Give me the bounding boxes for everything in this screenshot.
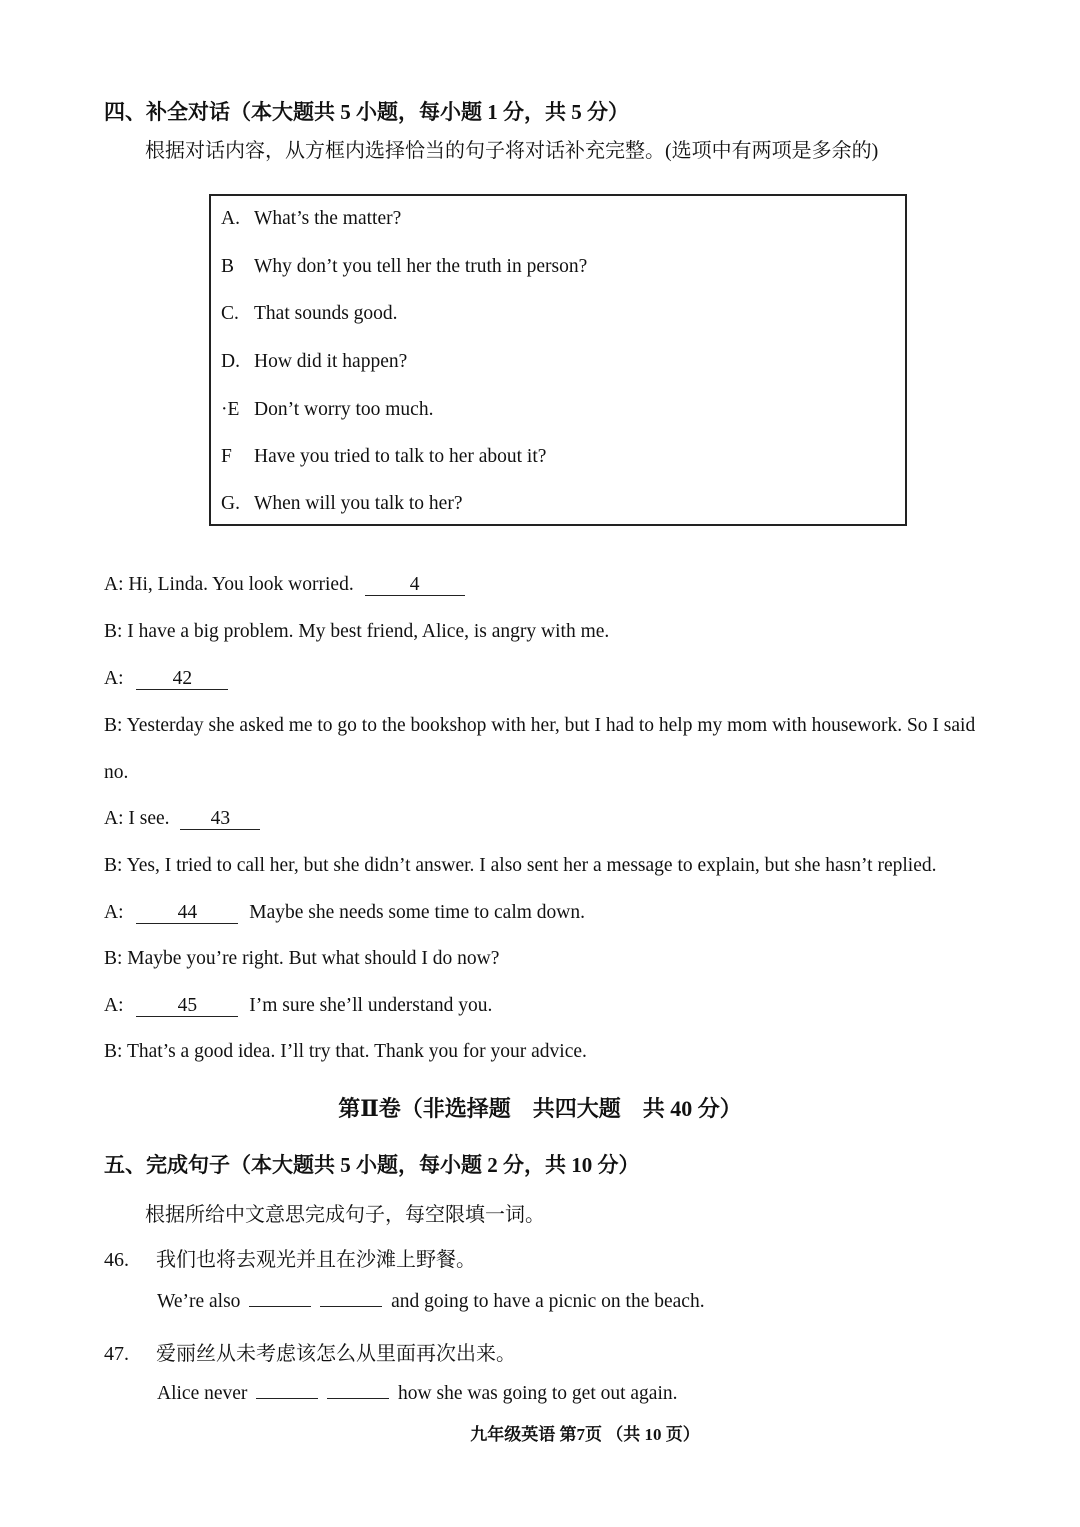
option-e	[221, 399, 433, 421]
sentence-end: how she was going to get out again.	[398, 1383, 678, 1404]
question-46-sentence	[157, 1291, 705, 1313]
question-46	[104, 1243, 476, 1272]
option-letter: C.	[221, 303, 239, 324]
dialogue-text: Maybe she needs some time to calm down.	[249, 902, 586, 923]
dialogue-line-2: B: I have a big problem. My best friend, Alice, is angry with me.	[104, 621, 610, 642]
option-letter: ·E	[221, 399, 240, 420]
dialogue-text: A: Hi, Linda. You look worried.	[104, 574, 354, 595]
option-letter: A.	[221, 208, 240, 229]
answer-blank-41[interactable]: 4	[365, 575, 465, 596]
dialogue-line-4-cont: no.	[104, 762, 129, 783]
answer-blank-46b[interactable]	[320, 1306, 382, 1307]
options-box	[209, 194, 907, 526]
dialogue-line-10: B: That’s a good idea. I’ll try that. Thank you for your advice.	[104, 1041, 587, 1062]
option-text: Have you tried to talk to her about it?	[254, 446, 547, 467]
section-5-heading: 五、完成句子（本大题共 5 小题，每小题 2 分，共 10 分）	[104, 1153, 640, 1177]
option-letter: D.	[221, 351, 240, 372]
section-5-instruction: 根据所给中文意思完成句子，每空限填一词。	[145, 1204, 545, 1226]
option-c	[221, 303, 398, 325]
option-letter: B	[221, 256, 235, 277]
option-text: Why don’t you tell her the truth in person?	[254, 256, 588, 277]
part-2-title: 第Ⅱ卷（非选择题 共四大题 共 40 分）	[338, 1096, 742, 1121]
option-text: What’s the matter?	[254, 208, 402, 229]
answer-blank-42[interactable]: 42	[136, 669, 228, 690]
sentence-start: We’re also	[157, 1291, 241, 1312]
answer-blank-47b[interactable]	[327, 1398, 389, 1399]
dialogue-line-9	[104, 995, 492, 1017]
answer-blank-45[interactable]: 45	[136, 996, 238, 1017]
page-footer: 九年级英语 第7页 （共 10 页）	[470, 1425, 700, 1444]
dialogue-text: A: I see.	[104, 808, 170, 829]
section-4-heading: 四、补全对话（本大题共 5 小题，每小题 1 分，共 5 分）	[104, 100, 629, 124]
question-number: 47.	[104, 1343, 129, 1365]
answer-blank-47a[interactable]	[256, 1398, 318, 1399]
option-letter: F	[221, 446, 232, 467]
dialogue-speaker: A:	[104, 902, 124, 923]
option-text: That sounds good.	[254, 303, 398, 324]
option-text: Don’t worry too much.	[254, 399, 434, 420]
option-text: How did it happen?	[254, 351, 408, 372]
answer-blank-44[interactable]: 44	[136, 903, 238, 924]
option-d	[221, 351, 407, 373]
dialogue-line-1	[104, 574, 465, 596]
question-47	[104, 1337, 516, 1366]
dialogue-line-7	[104, 902, 585, 924]
dialogue-line-6: B: Yes, I tried to call her, but she didn’t answer. I also sent her a message to explain, but she hasn’t replied.	[104, 855, 937, 876]
section-4-instruction: 根据对话内容，从方框内选择恰当的句子将对话补充完整。(选项中有两项是多余的)	[145, 140, 879, 162]
answer-blank-46a[interactable]	[249, 1306, 311, 1307]
option-g	[221, 493, 462, 515]
option-text: When will you talk to her?	[254, 493, 463, 514]
question-47-sentence	[157, 1383, 678, 1405]
sentence-start: Alice never	[157, 1383, 248, 1404]
dialogue-speaker: A:	[104, 995, 124, 1016]
sentence-end: and going to have a picnic on the beach.	[391, 1291, 705, 1312]
answer-blank-43[interactable]: 43	[180, 809, 260, 830]
dialogue-speaker: A:	[104, 668, 124, 689]
dialogue-line-4: B: Yesterday she asked me to go to the bookshop with her, but I had to help my mom with housework. So I said	[104, 715, 976, 736]
option-b	[221, 256, 587, 278]
dialogue-line-8: B: Maybe you’re right. But what should I do now?	[104, 948, 500, 969]
option-f	[221, 446, 546, 468]
dialogue-line-3	[104, 668, 228, 690]
option-letter: G.	[221, 493, 240, 514]
question-cn: 爱丽丝从未考虑该怎么从里面再次出来。	[156, 1343, 516, 1365]
dialogue-text: I’m sure she’ll understand you.	[249, 995, 493, 1016]
dialogue-line-5	[104, 808, 260, 830]
option-a	[221, 208, 401, 230]
question-cn: 我们也将去观光并且在沙滩上野餐。	[156, 1249, 476, 1271]
question-number: 46.	[104, 1249, 129, 1271]
